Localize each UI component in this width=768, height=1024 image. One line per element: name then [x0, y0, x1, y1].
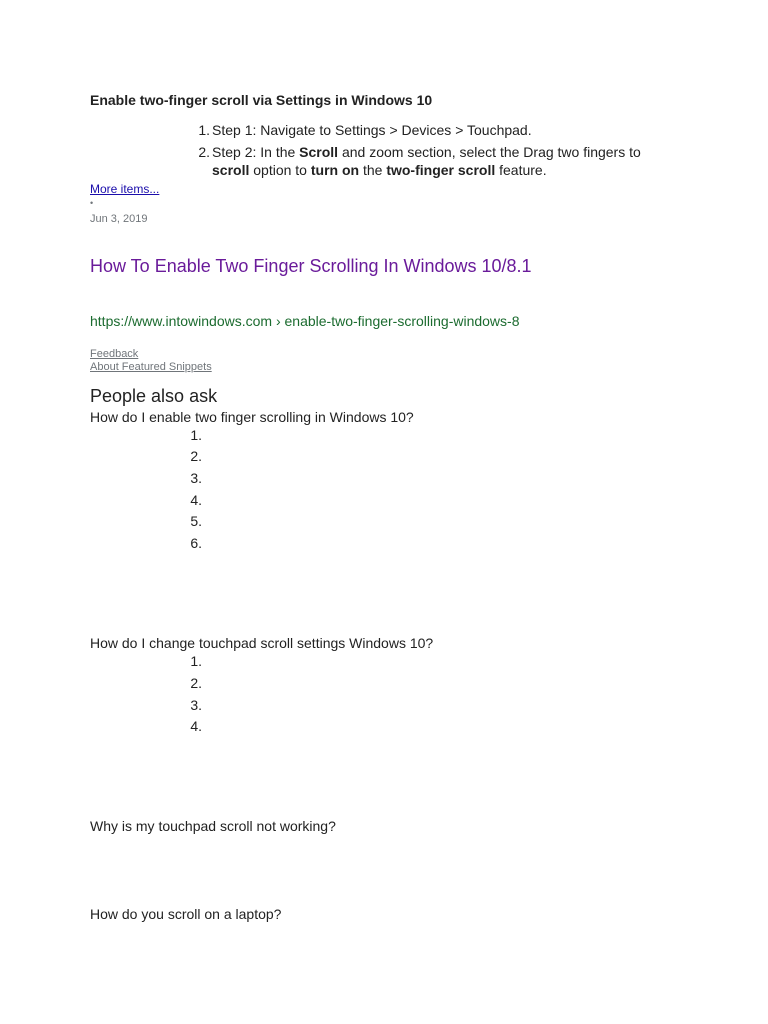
- snippet-step: [190, 121, 670, 139]
- snippet-title: Enable two-finger scroll via Settings in Windows 10: [90, 92, 433, 108]
- result-url-link[interactable]: https://www.intowindows.com › enable-two-finger-scrolling-windows-8: [90, 313, 520, 329]
- people-also-ask-heading: People also ask: [90, 386, 218, 406]
- step-text-part: Step 2: In the: [212, 144, 300, 160]
- snippet-date: Jun 3, 2019: [90, 213, 148, 225]
- about-featured-snippets-link[interactable]: About Featured Snippets: [90, 361, 212, 373]
- feedback-link[interactable]: Feedback: [90, 348, 139, 360]
- more-items-link[interactable]: More items...: [90, 182, 160, 196]
- list-number: 1.: [190, 427, 202, 443]
- paa-question[interactable]: How do I enable two finger scrolling in Windows 10?: [90, 409, 414, 425]
- step-number: 1.: [198, 122, 210, 138]
- snippet-step: [190, 143, 670, 179]
- step-text-part: the: [359, 162, 387, 178]
- step-number: 2.: [198, 144, 210, 160]
- step-bold-text: Scroll: [299, 144, 339, 160]
- step-bold-text: two-finger scroll: [386, 162, 496, 178]
- step-text-part: option to: [249, 162, 311, 178]
- step-bold-text: turn on: [310, 162, 360, 178]
- step-text: Step 1: Navigate to Settings > Devices > Touchpad.: [212, 122, 532, 138]
- bullet-dot: •: [90, 198, 94, 208]
- list-number: 6.: [190, 535, 202, 551]
- list-number: 2.: [190, 448, 202, 464]
- step-text-part: and zoom section, select the Drag two fingers to: [338, 144, 641, 160]
- list-number: 4.: [190, 492, 202, 508]
- list-number: 4.: [190, 718, 202, 734]
- list-number: 2.: [190, 675, 202, 691]
- paa-question[interactable]: Why is my touchpad scroll not working?: [90, 818, 336, 834]
- result-title-link[interactable]: How To Enable Two Finger Scrolling In Windows 10/8.1: [90, 256, 532, 276]
- list-number: 3.: [190, 470, 202, 486]
- list-number: 5.: [190, 513, 202, 529]
- step-text-part: feature.: [495, 162, 547, 178]
- step-bold-text: scroll: [212, 162, 250, 178]
- list-number: 3.: [190, 697, 202, 713]
- list-number: 1.: [190, 653, 202, 669]
- paa-question[interactable]: How do you scroll on a laptop?: [90, 906, 282, 922]
- step-text: [212, 143, 662, 179]
- paa-question[interactable]: How do I change touchpad scroll settings Windows 10?: [90, 635, 434, 651]
